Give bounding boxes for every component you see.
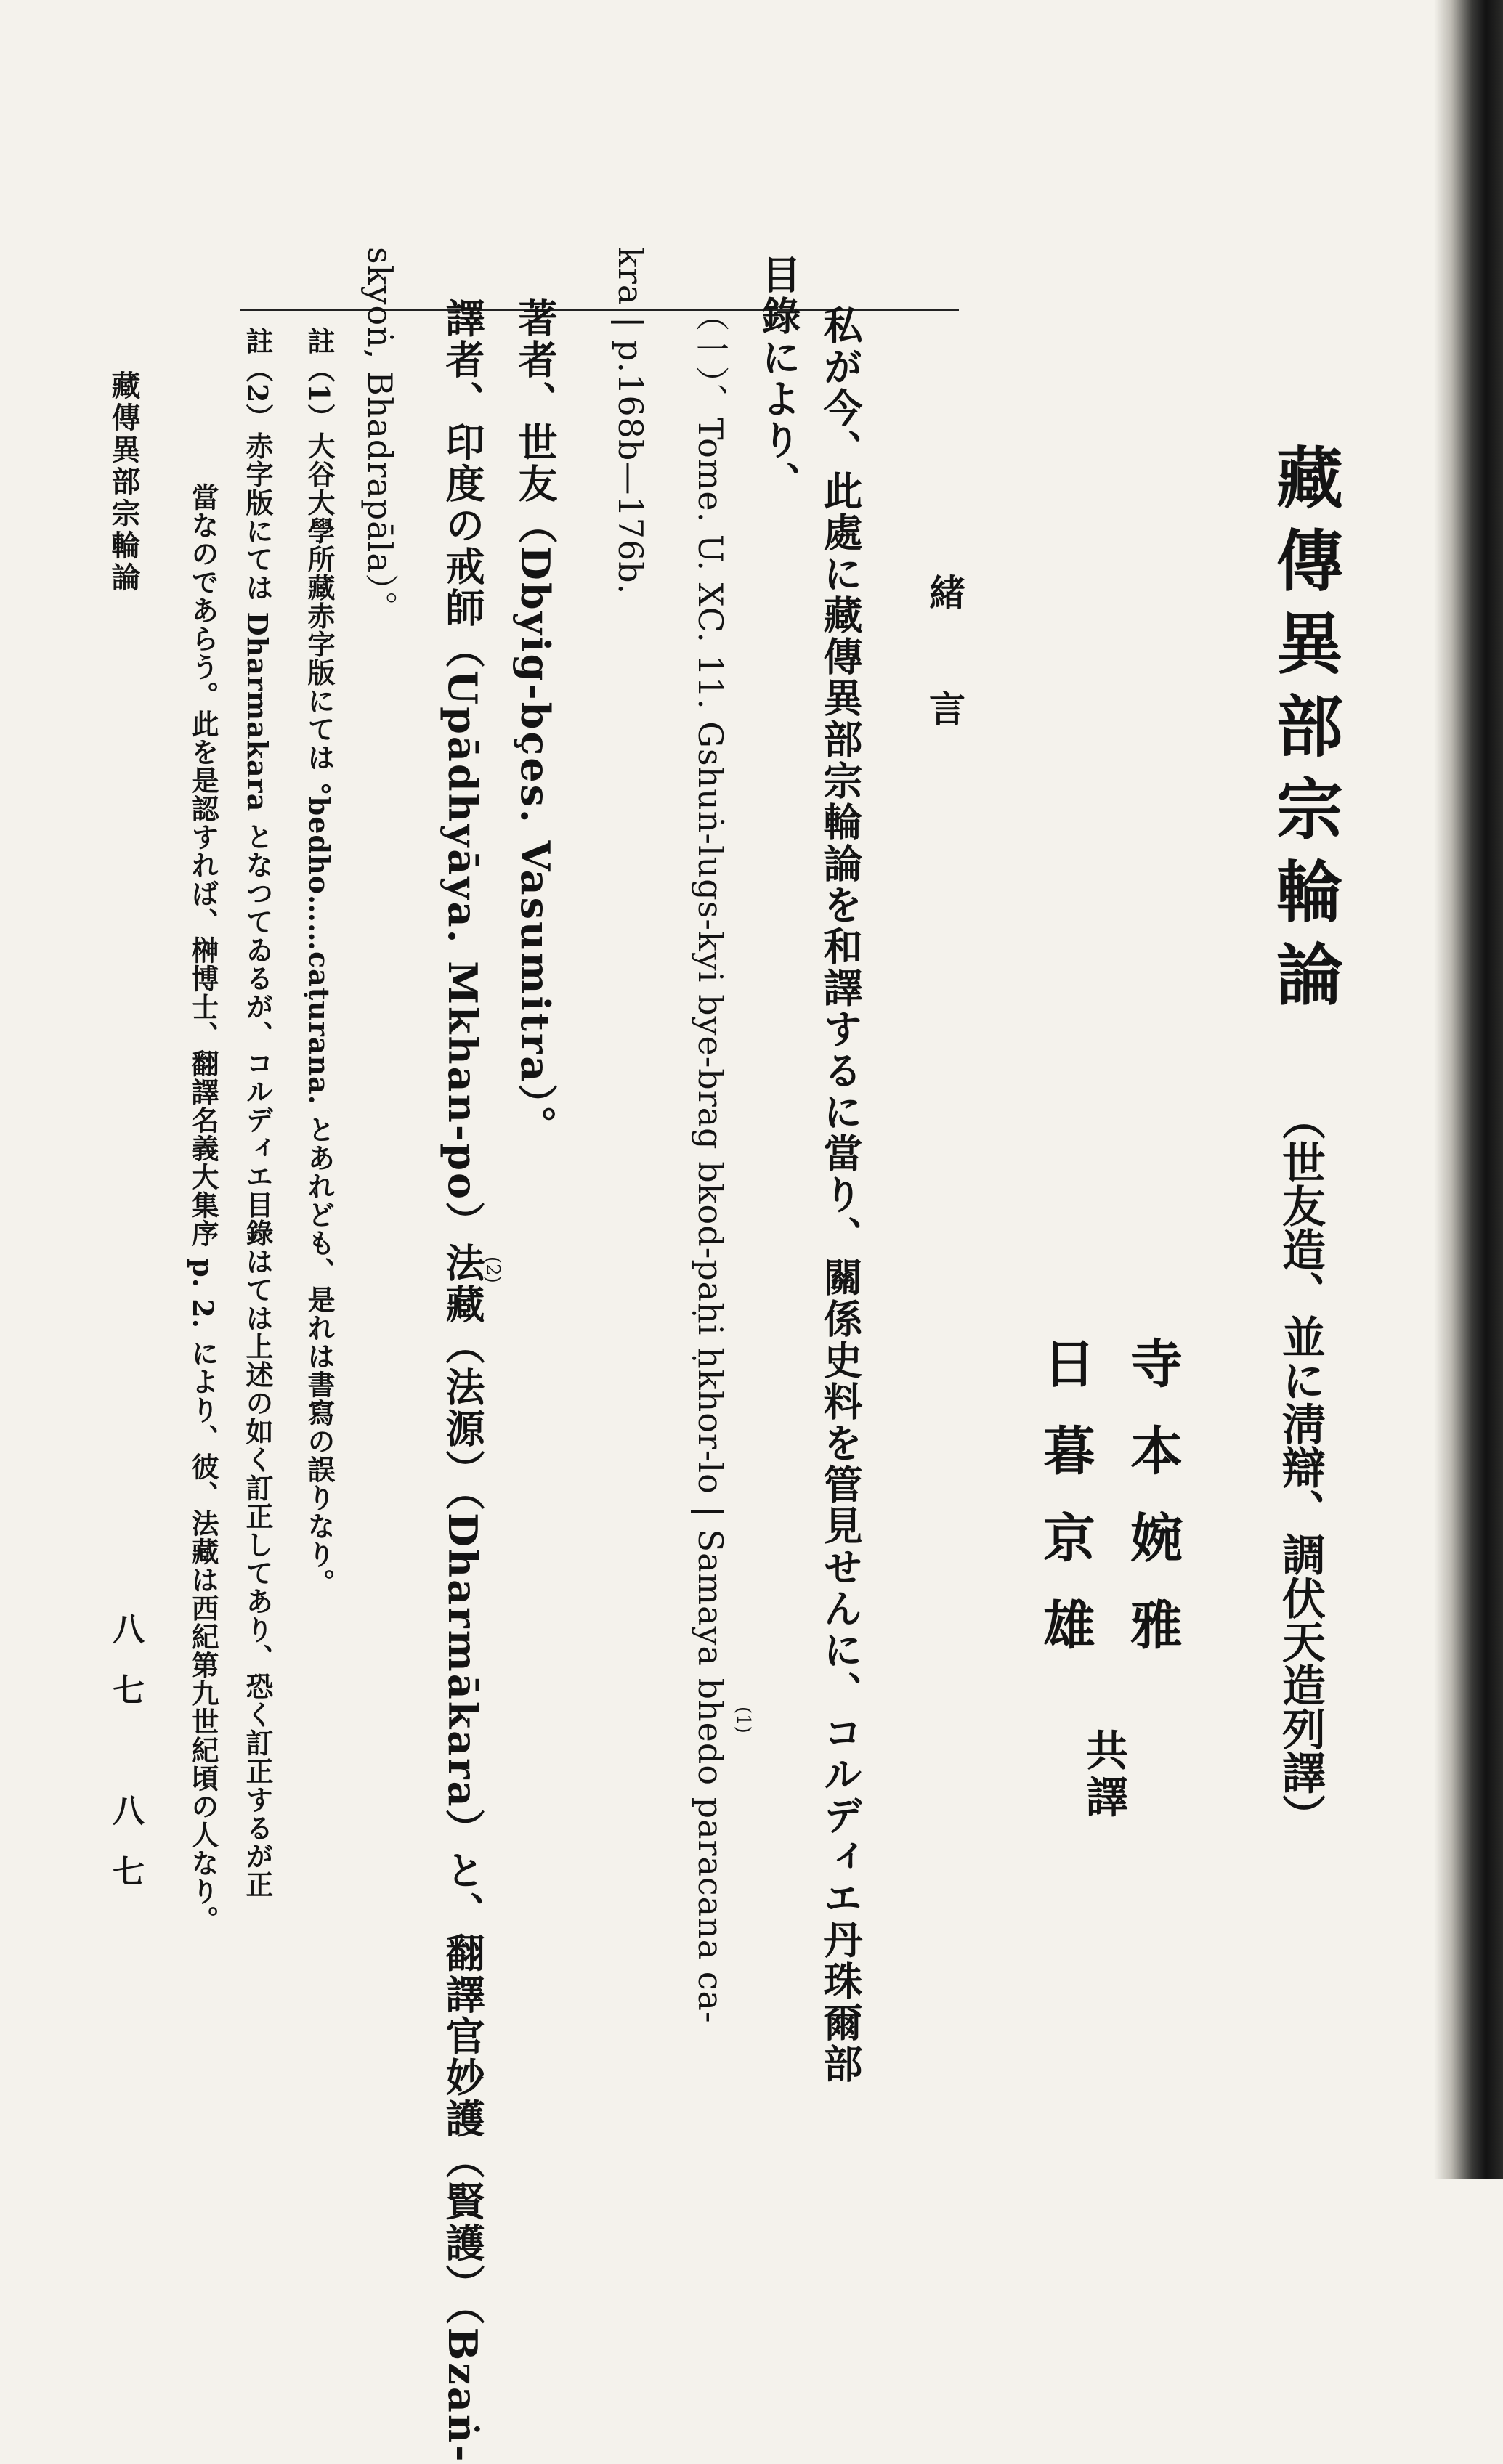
book-binding-shadow <box>1434 0 1503 2179</box>
section-heading: 緒言 <box>923 574 966 806</box>
body-paragraph-4-line-1: 譯者、印度の戒師（Upādhyāya. Mkhan-po）法藏（法源）（Dharmākara）と、翻譯官妙護（賢護）（Bzaṅ- <box>439 298 486 2464</box>
translator-role: 共譯 <box>1079 1728 1128 1821</box>
footnote-ref-2: (2) <box>482 1256 503 1283</box>
page-number: 八七 <box>107 1612 144 1734</box>
running-title: 藏傳異部宗輪論 <box>107 370 141 594</box>
page-subtitle: （世友造、並に淸辯、調伏天造列譯） <box>1275 1097 1326 1837</box>
body-paragraph-4-line-2: skyoṅ, Bhadrapāla）。 <box>360 247 400 625</box>
page-number-duplicate: 八七 <box>107 1794 144 1916</box>
page-title: 藏傳異部宗輪論 <box>1265 443 1344 1022</box>
footnote-2-line-2: 當なのであらう。此を是認すれば、榊博士、翻譯名義大集序 p. 2. により、彼、法藏は西紀第九世紀頃の人なり。 <box>187 483 219 1935</box>
body-paragraph-1-line-1: 私が今、此處に藏傳異部宗輪論を和譯するに當り、關係史料を管見せんに、コルディエ丹珠爾部 <box>817 305 864 2085</box>
body-paragraph-2-line-1: （一）、Tome. U. XC. 11. Gshuṅ-lugs-kyi bye-brag bkod-paḥi ḥkhor-lo | Samaya bhedo paracana ca- <box>691 298 730 2024</box>
body-paragraph-1-line-2: 目錄により、 <box>755 254 802 503</box>
translator-name-1: 寺本婉雅 <box>1122 1336 1183 1685</box>
footnote-1: 註（1）大谷大學所藏赤字版にては °bedho……caṭurana. とあれども、是れは書寫の誤りなり。 <box>303 327 336 1598</box>
body-paragraph-3-line-1: 著者、世友（Dbyig-bçes. Vasumitra）。 <box>512 298 559 1147</box>
footnote-2-line-1: 註（2）赤字版にては Dharmakara となつてゐるが、コルディエ目錄はては上述の如く訂正してあり、恐く訂正するが正 <box>241 327 274 1899</box>
body-paragraph-2-line-2: kra | p.168b—176b. <box>611 247 650 595</box>
footnote-ref-1: (1) <box>732 1707 754 1733</box>
translator-name-2: 日暮京雄 <box>1034 1336 1096 1685</box>
